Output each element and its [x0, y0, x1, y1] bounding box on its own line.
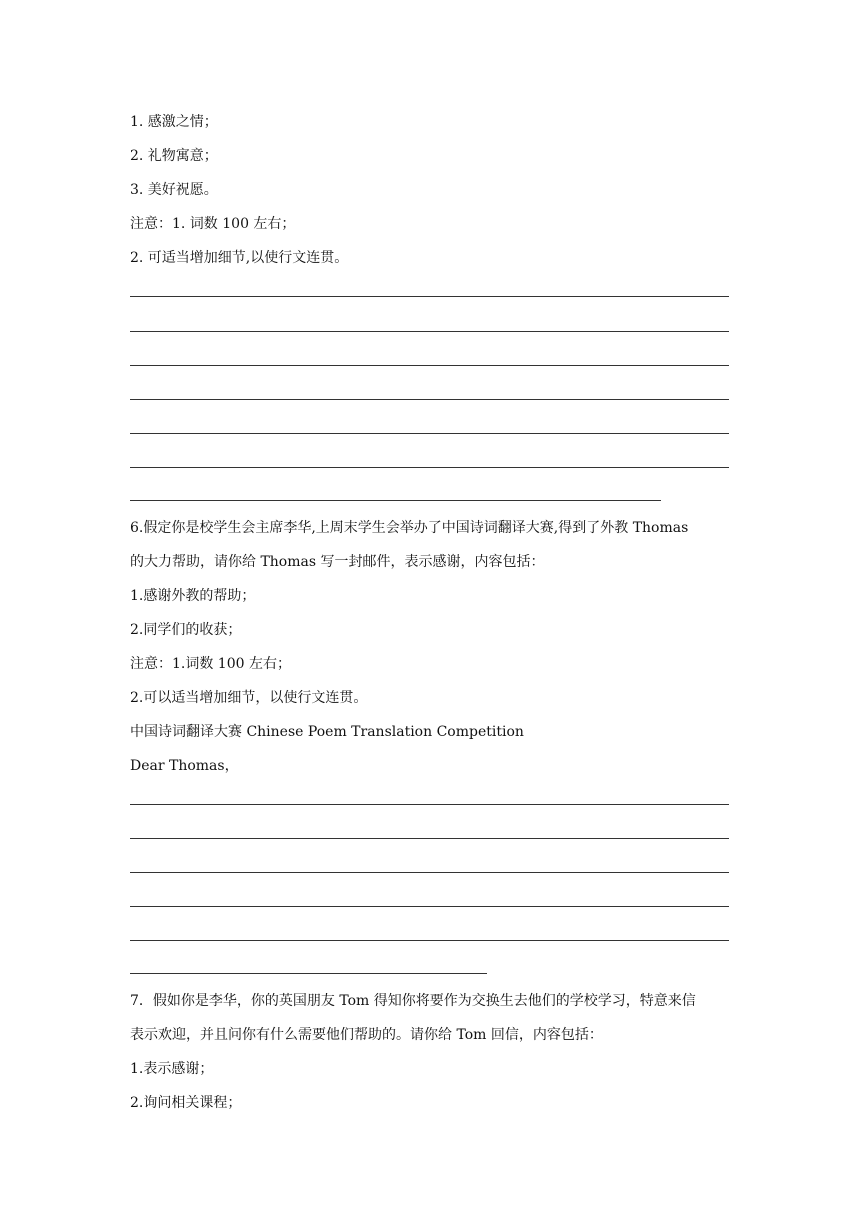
answer-line-short[interactable]	[130, 500, 661, 501]
question-6-prompt-line2: 的大力帮助，请你给 Thomas 写一封邮件，表示感谢，内容包括：	[130, 554, 545, 570]
content-item-1: 1.感谢外教的帮助；	[130, 588, 256, 604]
answer-line[interactable]	[130, 365, 729, 366]
answer-line[interactable]	[130, 940, 729, 941]
letter-salutation: Dear Thomas，	[130, 758, 239, 774]
answer-line[interactable]	[130, 906, 729, 907]
answer-line[interactable]	[130, 399, 729, 400]
note-details: 2. 可适当增加细节,以使行文连贯。	[130, 250, 349, 266]
note-word-count: 注意：1.词数 100 左右；	[130, 656, 291, 672]
content-item-3: 3. 美好祝愿。	[130, 182, 218, 198]
note-details: 2.可以适当增加细节，以使行文连贯。	[130, 690, 368, 706]
content-item-1: 1. 感激之情；	[130, 114, 218, 130]
answer-line[interactable]	[130, 433, 729, 434]
answer-line[interactable]	[130, 331, 729, 332]
content-item-2: 2.同学们的收获；	[130, 622, 242, 638]
answer-line[interactable]	[130, 838, 729, 839]
question-7-prompt-line2: 表示欢迎，并且问你有什么需要他们帮助的。请你给 Tom 回信，内容包括：	[130, 1027, 603, 1043]
content-item-2: 2.询问相关课程；	[130, 1095, 242, 1111]
note-word-count: 注意：1. 词数 100 左右；	[130, 216, 296, 232]
content-item-2: 2. 礼物寓意；	[130, 148, 218, 164]
answer-line[interactable]	[130, 804, 729, 805]
answer-line[interactable]	[130, 467, 729, 468]
essay-title: 中国诗词翻译大赛 Chinese Poem Translation Competition	[130, 724, 524, 740]
question-7-prompt-line1: 7．假如你是李华，你的英国朋友 Tom 得知你将要作为交换生去他们的学校学习，特意来信	[130, 993, 696, 1009]
content-item-1: 1.表示感谢；	[130, 1061, 214, 1077]
answer-line[interactable]	[130, 872, 729, 873]
question-6-prompt-line1: 6.假定你是校学生会主席李华,上周末学生会举办了中国诗词翻译大赛,得到了外教 Thomas	[130, 520, 689, 536]
answer-line-short[interactable]	[130, 973, 487, 974]
document-page	[130, 0, 730, 1216]
answer-line[interactable]	[130, 296, 729, 297]
